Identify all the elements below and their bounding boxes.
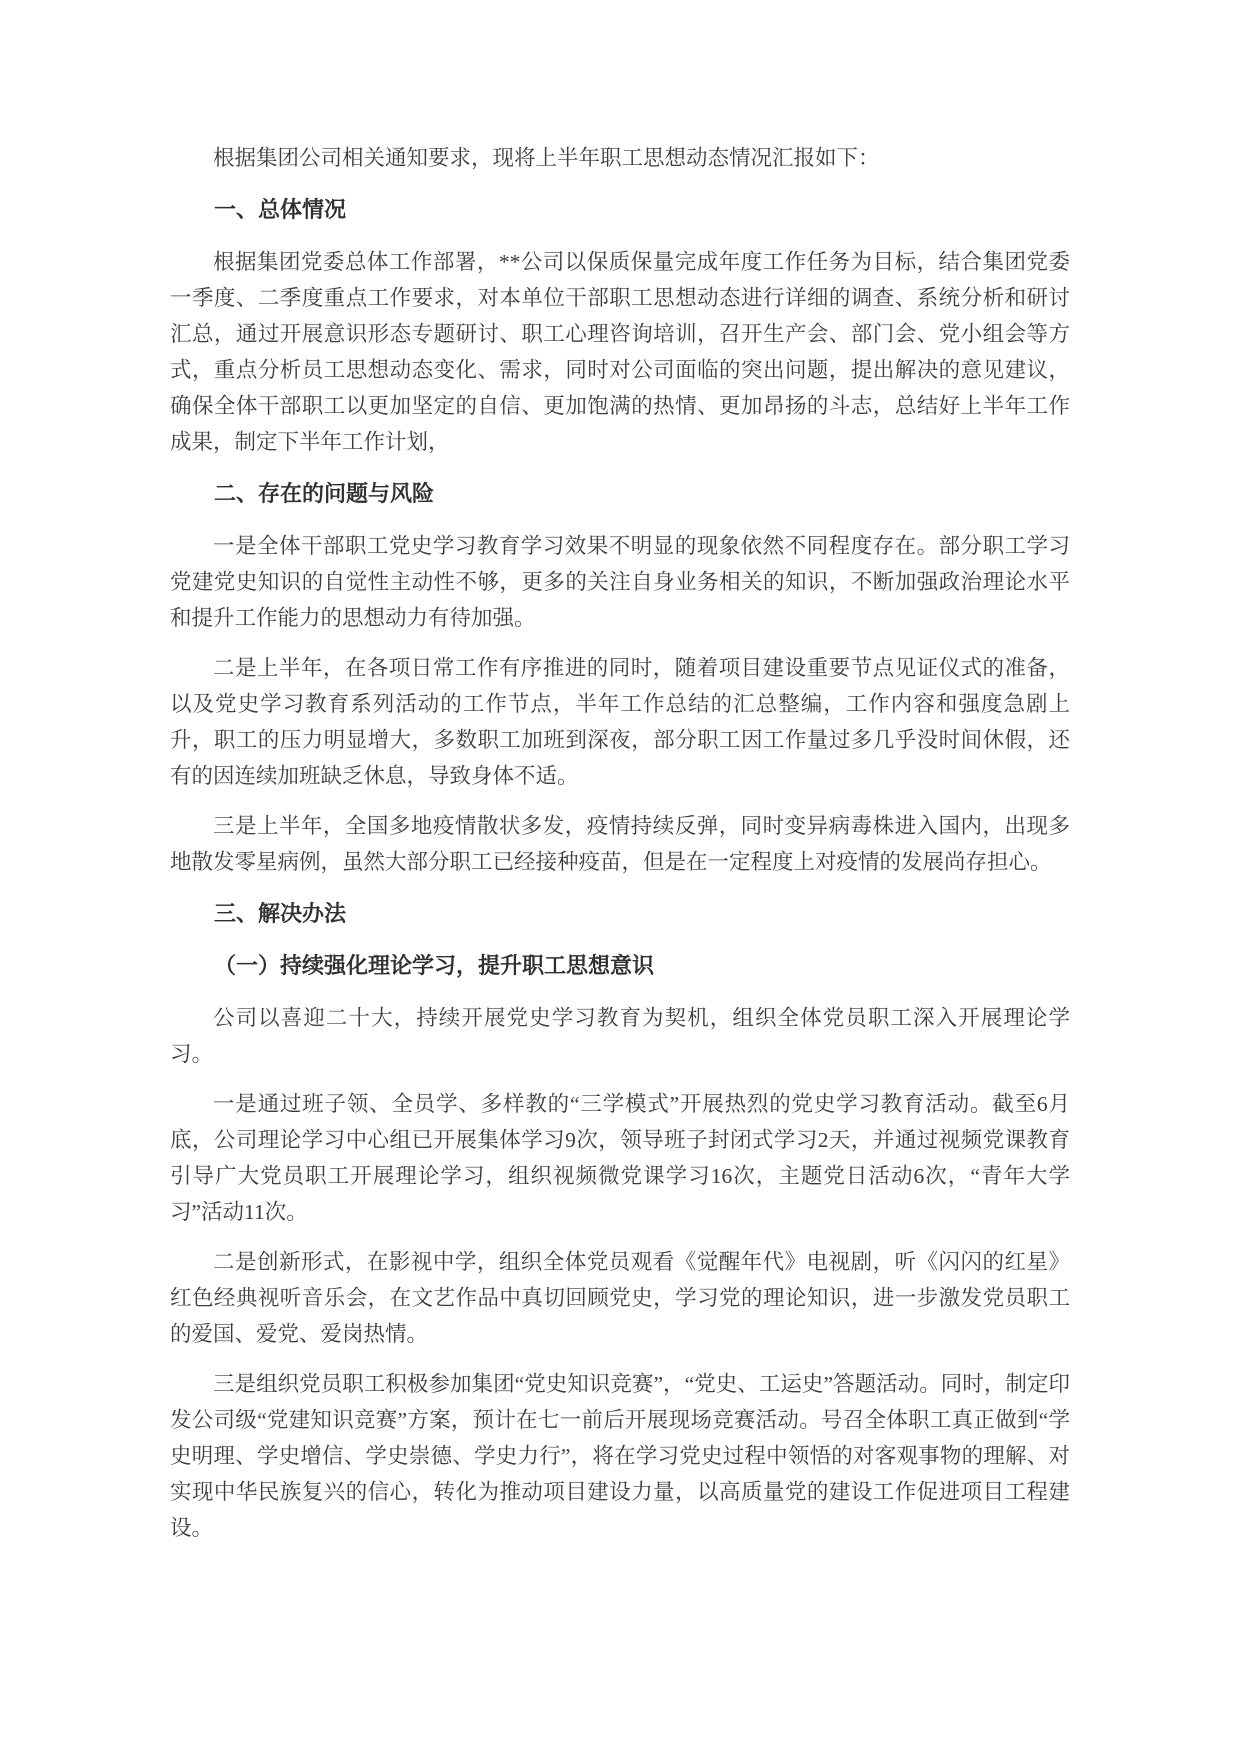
solution-2-paragraph: 二是创新形式，在影视中学，组织全体党员观看《觉醒年代》电视剧，听《闪闪的红星》红色经典视听音乐会，在文艺作品中真切回顾党史，学习党的理论知识，进一步激发党员职工的爱国、爱党、爱岗热情。 bbox=[170, 1250, 1070, 1346]
overall-situation-paragraph: 根据集团党委总体工作部署，**公司以保质保量完成年度工作任务为目标，结合集团党委一季度、二季度重点工作要求，对本单位干部职工思想动态进行详细的调查、系统分析和研讨汇总，通过开展意识形态专题研讨、职工心理咨询培训，召开生产会、部门会、党小组会等方式，重点分析员工思想动态变化、需求，同时对公司面临的突出问题，提出解决的意见建议，确保全体干部职工以更加坚定的自信、更加饱满的热情、更加昂扬的斗志，总结好上半年工作成果，制定下半年工作计划， bbox=[170, 250, 1070, 454]
subheading-theory-study: （一）持续强化理论学习，提升职工思想意识 bbox=[214, 953, 655, 978]
problem-1-paragraph: 一是全体干部职工党史学习教育学习效果不明显的现象依然不同程度存在。部分职工学习党建党史知识的自觉性主动性不够，更多的关注自身业务相关的知识，不断加强政治理论水平和提升工作能力的思想动力有待加强。 bbox=[170, 534, 1070, 630]
intro-paragraph: 根据集团公司相关通知要求，现将上半年职工思想动态情况汇报如下： bbox=[213, 146, 880, 170]
problem-3-paragraph: 三是上半年，全国多地疫情散状多发，疫情持续反弹，同时变异病毒株进入国内，出现多地散发零星病例，虽然大部分职工已经接种疫苗，但是在一定程度上对疫情的发展尚存担心。 bbox=[170, 814, 1070, 874]
problem-2-paragraph: 二是上半年，在各项日常工作有序推进的同时，随着项目建设重要节点见证仪式的准备，以及党史学习教育系列活动的工作节点，半年工作总结的汇总整编，工作内容和强度急剧上升，职工的压力明显增大，多数职工加班到深夜，部分职工因工作量过多几乎没时间休假，还有的因连续加班缺乏休息，导致身体不适。 bbox=[170, 656, 1070, 788]
solution-intro-paragraph: 公司以喜迎二十大，持续开展党史学习教育为契机，组织全体党员职工深入开展理论学习。 bbox=[170, 1006, 1070, 1066]
heading-overall-situation: 一、总体情况 bbox=[214, 197, 347, 222]
heading-problems-risks: 二、存在的问题与风险 bbox=[214, 481, 435, 506]
solution-3-paragraph: 三是组织党员职工积极参加集团“党史知识竞赛”，“党史、工运史”答题活动。同时，制定印发公司级“党建知识竞赛”方案，预计在七一前后开展现场竞赛活动。号召全体职工真正做到“学史明理、学史增信、学史崇德、学史力行”，将在学习党史过程中领悟的对客观事物的理解、对实现中华民族复兴的信心，转化为推动项目建设力量，以高质量党的建设工作促进项目工程建设。 bbox=[170, 1372, 1070, 1540]
solution-1-paragraph: 一是通过班子领、全员学、多样教的“三学模式”开展热烈的党史学习教育活动。截至6月底，公司理论学习中心组已开展集体学习9次，领导班子封闭式学习2天，并通过视频党课教育引导广大党员职工开展理论学习，组织视频微党课学习16次，主题党日活动6次，“青年大学习”活动11次。 bbox=[170, 1092, 1070, 1224]
heading-solutions: 三、解决办法 bbox=[214, 901, 347, 926]
